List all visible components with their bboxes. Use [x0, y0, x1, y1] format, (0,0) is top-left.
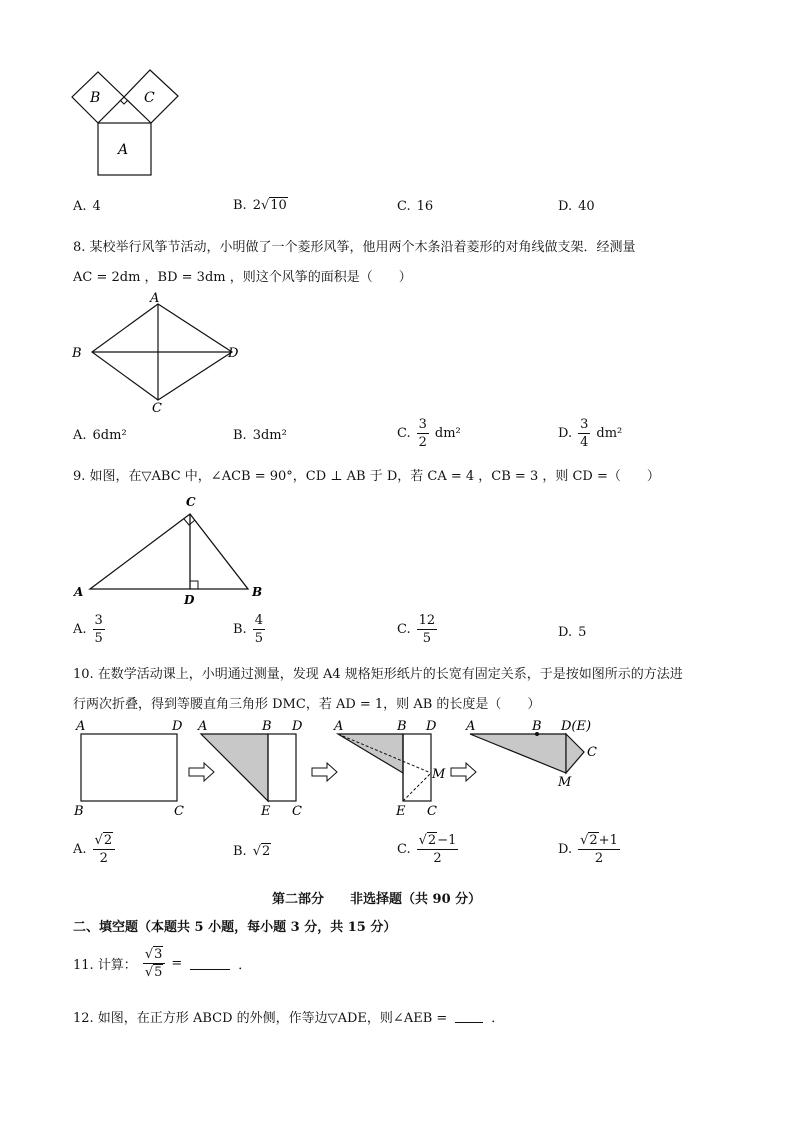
- q8-option-c: C. $\frac{3}{2}$ dm²: [397, 417, 461, 450]
- q9-text: 9. 如图，在▽ABC 中，∠ACB = 90°，CD ⊥ AB 于 D，若 CA = 4 ，CB = 3 ，则 CD =（ ）: [73, 469, 660, 484]
- q8-option-d: D. $\frac{3}{4}$ dm²: [558, 417, 623, 450]
- q9-option-a: A. $\frac{3}{5}$: [73, 613, 103, 646]
- q10-option-c: C. $\frac{√2-1}{2}$: [397, 833, 457, 866]
- label-c: C: [186, 495, 196, 509]
- label-b: B: [252, 585, 263, 599]
- svg-text:E: E: [396, 804, 406, 819]
- svg-text:D(E): D(E): [561, 719, 592, 734]
- q9-triangle-figure: [68, 492, 268, 607]
- answer-blank[interactable]: [190, 957, 230, 970]
- q10-text-line1: 10. 在数学活动课上，小明通过测量，发现 A4 规格矩形纸片的长宽有固定关系，于是按如图所示的方法进: [73, 667, 683, 682]
- svg-text:M: M: [558, 775, 572, 790]
- svg-text:C: C: [427, 804, 437, 819]
- q8-text-line2: AC = 2dm ，BD = 3dm ，则这个风筝的面积是（ ）: [73, 270, 412, 285]
- q10-text-line2: 行两次折叠，得到等腰直角三角形 DMC，若 AD = 1，则 AB 的长度是（ ）: [73, 697, 541, 712]
- svg-text:D: D: [172, 719, 183, 734]
- svg-text:D: D: [292, 719, 303, 734]
- svg-text:C: C: [292, 804, 302, 819]
- svg-text:A: A: [198, 719, 208, 734]
- q9-option-c: C. $\frac{12}{5}$: [397, 613, 436, 646]
- label-d: D: [228, 346, 239, 361]
- section-fill-in-heading: 二、填空题（本题共 5 小题，每小题 3 分，共 15 分）: [73, 920, 397, 935]
- q10-option-a: A. $\frac{√2}{2}$: [73, 834, 115, 865]
- q7-option-b: B. 2√10: [233, 198, 287, 213]
- q10-folding-figure: [68, 716, 628, 821]
- answer-blank[interactable]: [455, 1010, 483, 1023]
- svg-text:B: B: [74, 804, 84, 819]
- label-d: D: [184, 593, 195, 607]
- part2-title: 第二部分 非选择题（共 90 分）: [272, 892, 482, 907]
- q11-question: 11. 计算： $\frac{√3}{√5}$ = ．: [73, 947, 252, 980]
- q10-option-d: D. $\frac{√2+1}{2}$: [558, 833, 618, 866]
- svg-text:C: C: [174, 804, 184, 819]
- q10-option-b: B. √2: [233, 844, 271, 859]
- svg-text:B: B: [262, 719, 272, 734]
- q7-option-d: D. 40: [558, 199, 595, 214]
- label-a: A: [118, 142, 129, 158]
- q8-option-a: A. 6dm²: [73, 428, 127, 443]
- svg-text:A: A: [76, 719, 86, 734]
- q9-option-d: D. 5: [558, 625, 587, 640]
- label-b: B: [72, 346, 82, 361]
- svg-text:D: D: [426, 719, 437, 734]
- label-c: C: [152, 401, 162, 415]
- q7-option-a: A. 4: [73, 199, 101, 214]
- label-b: B: [90, 90, 101, 106]
- svg-text:A: A: [466, 719, 476, 734]
- label-c: C: [144, 90, 155, 106]
- svg-text:C: C: [587, 745, 597, 760]
- svg-text:E: E: [261, 804, 271, 819]
- q12-question: 12. 如图，在正方形 ABCD 的外侧，作等边▽ADE，则∠AEB = ．: [73, 1011, 505, 1026]
- q9-option-b: B. $\frac{4}{5}$: [233, 613, 263, 646]
- svg-text:B: B: [397, 719, 407, 734]
- q8-text-line1: 8. 某校举行风筝节活动，小明做了一个菱形风筝，他用两个木条沿着菱形的对角线做支架．经测量: [73, 240, 636, 255]
- q8-rhombus-figure: [68, 290, 248, 415]
- q8-option-b: B. 3dm²: [233, 428, 287, 443]
- label-a: A: [74, 585, 84, 599]
- svg-text:B: B: [532, 719, 542, 734]
- svg-text:A: A: [334, 719, 344, 734]
- q7-figure: [68, 66, 183, 181]
- svg-text:M: M: [432, 767, 446, 782]
- label-a: A: [150, 291, 160, 306]
- q7-option-c: C. 16: [397, 199, 434, 214]
